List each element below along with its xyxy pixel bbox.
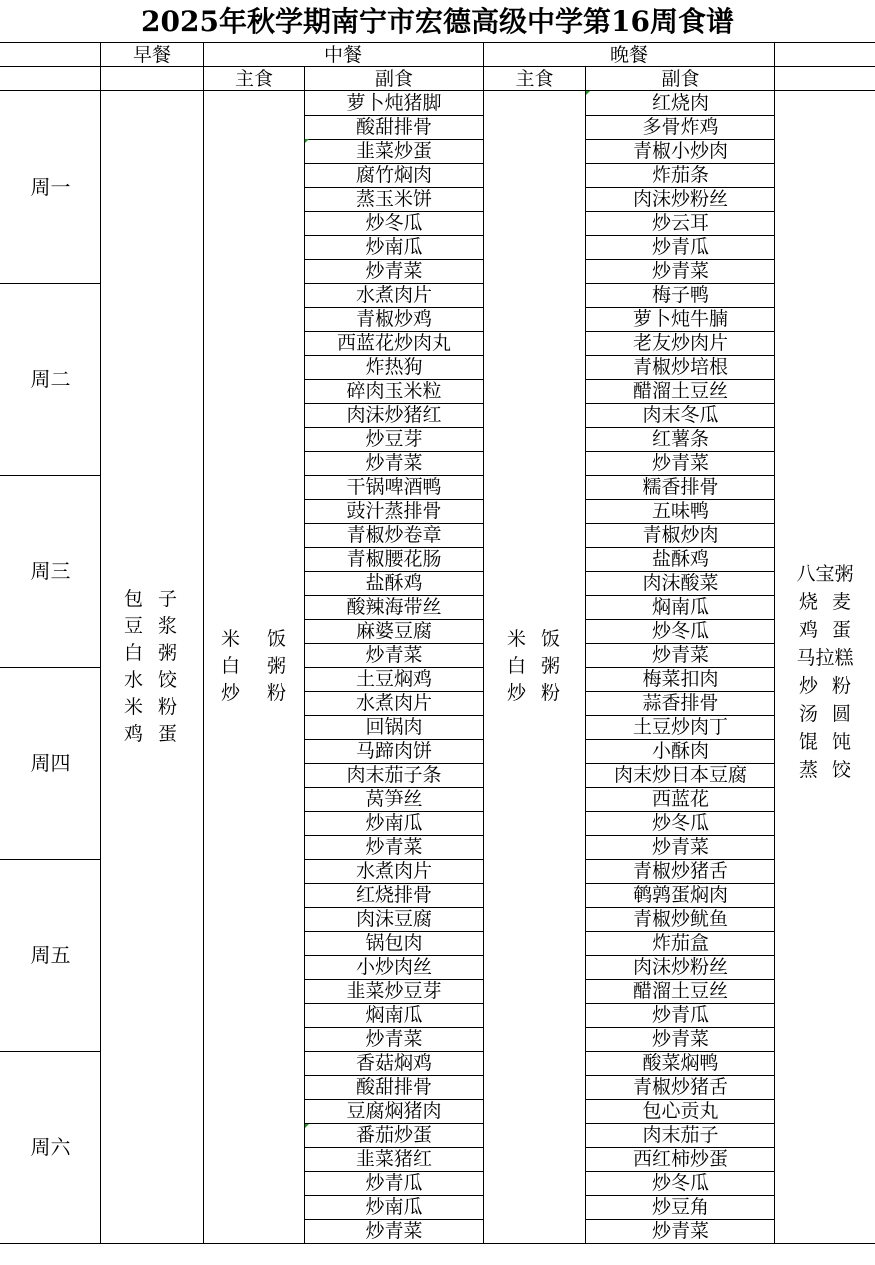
lunch-side-dish: 炸热狗	[365, 356, 423, 378]
lunch-side-dish: 马蹄肉饼	[355, 740, 432, 762]
breakfast-item-char: 包	[124, 588, 144, 610]
dinner-side-dish: 小酥肉	[651, 740, 709, 762]
dinner-side-dish: 红薯条	[651, 428, 709, 450]
lunch-side-dish: 炒豆芽	[365, 428, 423, 450]
dinner-side-dish: 鹌鹑蛋焖肉	[632, 884, 728, 906]
dinner-side-dish: 炒云耳	[651, 212, 709, 234]
grid-line	[304, 1147, 484, 1148]
grid-line	[304, 187, 484, 188]
lunch-side-dish: 酸甜排骨	[355, 116, 432, 138]
grid-line	[585, 739, 775, 740]
grid-line	[585, 475, 775, 476]
grid-line	[304, 66, 305, 1243]
grid-line	[585, 883, 775, 884]
grid-line	[585, 115, 775, 116]
dinner-side-dish: 青椒小炒肉	[632, 140, 728, 162]
grid-line	[304, 715, 484, 716]
lunch-side-dish: 青椒腰花肠	[346, 548, 442, 570]
grid-line	[585, 955, 775, 956]
lunch-side-dish: 炒南瓜	[365, 1196, 423, 1218]
grid-line	[585, 1003, 775, 1004]
lunch-side-dish: 炒青菜	[365, 836, 423, 858]
grid-line	[304, 1195, 484, 1196]
grid-line	[304, 1171, 484, 1172]
dinner-side-dish: 炒冬瓜	[651, 812, 709, 834]
dinner-side-dish: 蒜香排骨	[642, 692, 719, 714]
lunch-side-dish: 水煮肉片	[355, 860, 432, 882]
dinner-side-dish: 肉沫炒粉丝	[632, 956, 728, 978]
dinner-side-dish: 炒青菜	[651, 452, 709, 474]
grid-line	[585, 1027, 775, 1028]
grid-line	[0, 667, 100, 668]
grid-line	[585, 451, 775, 452]
dinner-side-dish: 梅菜扣肉	[642, 668, 719, 690]
grid-line	[304, 1075, 484, 1076]
grid-line	[304, 211, 484, 212]
grid-line	[0, 475, 100, 476]
grid-line	[304, 139, 484, 140]
night-snack-item: 炒粉	[798, 675, 865, 697]
dinner-staple-char: 白	[507, 655, 527, 677]
grid-line	[585, 835, 775, 836]
grid-line	[585, 427, 775, 428]
dinner-side-dish: 焖南瓜	[651, 596, 709, 618]
day-label: 周六	[30, 1135, 71, 1159]
cell-comment-marker	[305, 139, 309, 143]
grid-line	[585, 379, 775, 380]
grid-line	[585, 595, 775, 596]
grid-line	[304, 259, 484, 260]
lunch-side-dish: 炒冬瓜	[365, 212, 423, 234]
grid-line	[585, 763, 775, 764]
lunch-side-dish: 水煮肉片	[355, 284, 432, 306]
grid-line	[0, 859, 100, 860]
dinner-side-dish: 青椒炒培根	[632, 356, 728, 378]
grid-line	[304, 451, 484, 452]
grid-line	[203, 42, 204, 1243]
lunch-side-dish: 韭菜炒豆芽	[346, 980, 442, 1002]
dinner-side-dish: 肉沫炒粉丝	[632, 188, 728, 210]
dinner-side-dish: 糯香排骨	[642, 476, 719, 498]
dinner-side-dish: 肉末冬瓜	[642, 404, 719, 426]
grid-line	[0, 1051, 100, 1052]
dinner-side-dish: 炒青菜	[651, 1028, 709, 1050]
dinner-side-dish: 炒冬瓜	[651, 620, 709, 642]
header-dinner-side: 副食	[661, 68, 700, 90]
dinner-side-dish: 五味鸭	[651, 500, 709, 522]
dinner-side-dish: 炒青菜	[651, 260, 709, 282]
dinner-staple-char: 饭	[541, 628, 561, 650]
lunch-side-dish: 酸甜排骨	[355, 1076, 432, 1098]
dinner-side-dish: 肉末炒日本豆腐	[613, 764, 747, 786]
night-snack-item: 汤圆	[798, 703, 865, 725]
lunch-side-dish: 香菇焖鸡	[355, 1052, 432, 1074]
dinner-side-dish: 西蓝花	[651, 788, 709, 810]
grid-line	[100, 42, 101, 1243]
grid-line	[304, 475, 484, 476]
grid-line	[304, 643, 484, 644]
dinner-staple-char: 粥	[541, 655, 561, 677]
grid-line	[585, 283, 775, 284]
grid-line	[585, 499, 775, 500]
header-dinner: 晚餐	[609, 44, 648, 66]
grid-line	[304, 283, 484, 284]
grid-line	[585, 979, 775, 980]
grid-line	[0, 90, 875, 91]
grid-line	[585, 1195, 775, 1196]
lunch-side-dish: 红烧排骨	[355, 884, 432, 906]
grid-line	[585, 715, 775, 716]
dinner-side-dish: 老友炒肉片	[632, 332, 728, 354]
dinner-side-dish: 醋溜土豆丝	[632, 380, 728, 402]
grid-line	[585, 859, 775, 860]
breakfast-item-char: 子	[158, 588, 178, 610]
breakfast-item-char: 豆	[124, 615, 144, 637]
lunch-side-dish: 韭菜猪红	[355, 1148, 432, 1170]
grid-line	[304, 667, 484, 668]
grid-line	[585, 139, 775, 140]
lunch-side-dish: 豉汁蒸排骨	[346, 500, 442, 522]
grid-line	[585, 163, 775, 164]
lunch-side-dish: 莴笋丝	[365, 788, 423, 810]
dinner-side-dish: 醋溜土豆丝	[632, 980, 728, 1002]
grid-line	[585, 331, 775, 332]
grid-line	[304, 619, 484, 620]
dinner-side-dish: 萝卜炖牛腩	[632, 308, 728, 330]
grid-line	[304, 787, 484, 788]
grid-line	[304, 835, 484, 836]
dinner-staple-char: 米	[507, 628, 527, 650]
dinner-side-dish: 炸茄条	[651, 164, 709, 186]
grid-line	[304, 1003, 484, 1004]
breakfast-item-char: 水	[124, 669, 144, 691]
header-lunch-staple: 主食	[234, 68, 273, 90]
lunch-staple-char: 饭	[267, 628, 287, 650]
grid-line	[585, 355, 775, 356]
dinner-staple-char: 粉	[541, 682, 561, 704]
breakfast-item-char: 白	[124, 642, 144, 664]
grid-line	[585, 259, 775, 260]
lunch-side-dish: 肉末茄子条	[346, 764, 442, 786]
header-breakfast: 早餐	[132, 44, 171, 66]
grid-line	[0, 66, 875, 67]
dinner-side-dish: 炸茄盒	[651, 932, 709, 954]
grid-line	[304, 163, 484, 164]
dinner-side-dish: 酸菜焖鸭	[642, 1052, 719, 1074]
dinner-side-dish: 炒青菜	[651, 1220, 709, 1242]
grid-line	[304, 763, 484, 764]
dinner-side-dish: 盐酥鸡	[651, 548, 709, 570]
lunch-side-dish: 炒青菜	[365, 1028, 423, 1050]
lunch-side-dish: 炒青菜	[365, 644, 423, 666]
dinner-side-dish: 青椒炒鱿鱼	[632, 908, 728, 930]
grid-line	[304, 907, 484, 908]
dinner-side-dish: 土豆炒肉丁	[632, 716, 728, 738]
dinner-side-dish: 炒青瓜	[651, 236, 709, 258]
lunch-side-dish: 碎肉玉米粒	[346, 380, 442, 402]
grid-line	[304, 523, 484, 524]
lunch-side-dish: 干锅啤酒鸭	[346, 476, 442, 498]
night-snack-item: 鸡蛋	[798, 619, 865, 641]
grid-line	[304, 1099, 484, 1100]
lunch-side-dish: 炒青菜	[365, 1220, 423, 1242]
grid-line	[585, 787, 775, 788]
lunch-staple-char: 炒	[221, 682, 241, 704]
cell-comment-marker	[586, 91, 590, 95]
grid-line	[585, 403, 775, 404]
grid-line	[304, 379, 484, 380]
day-label: 周一	[30, 175, 71, 199]
header-lunch-side: 副食	[374, 68, 413, 90]
dinner-staple-char: 炒	[507, 682, 527, 704]
breakfast-item-char: 粥	[158, 642, 178, 664]
lunch-side-dish: 腐竹焖肉	[355, 164, 432, 186]
grid-line	[585, 523, 775, 524]
grid-line	[585, 1147, 775, 1148]
dinner-side-dish: 青椒炒猪舌	[632, 1076, 728, 1098]
lunch-side-dish: 麻婆豆腐	[355, 620, 432, 642]
grid-line	[304, 307, 484, 308]
dinner-side-dish: 肉沫酸菜	[642, 572, 719, 594]
lunch-side-dish: 土豆焖鸡	[355, 668, 432, 690]
night-snack-item: 马拉糕	[796, 647, 854, 669]
dinner-side-dish: 炒豆角	[651, 1196, 709, 1218]
lunch-side-dish: 盐酥鸡	[365, 572, 423, 594]
lunch-side-dish: 肉沫豆腐	[355, 908, 432, 930]
grid-line	[585, 691, 775, 692]
grid-line	[585, 811, 775, 812]
grid-line	[585, 1099, 775, 1100]
grid-line	[585, 1171, 775, 1172]
breakfast-item-char: 粉	[158, 696, 178, 718]
grid-line	[585, 547, 775, 548]
dinner-side-dish: 炒青菜	[651, 644, 709, 666]
day-label: 周二	[30, 367, 71, 391]
dinner-side-dish: 包心贡丸	[642, 1100, 719, 1122]
breakfast-item-char: 米	[124, 696, 144, 718]
grid-line	[0, 42, 875, 43]
grid-line	[304, 1051, 484, 1052]
grid-line	[585, 667, 775, 668]
day-label: 周五	[30, 943, 71, 967]
lunch-side-dish: 酸辣海带丝	[346, 596, 442, 618]
grid-line	[585, 931, 775, 932]
grid-line	[304, 499, 484, 500]
night-snack-item: 蒸饺	[798, 759, 865, 781]
lunch-side-dish: 萝卜炖猪脚	[346, 92, 442, 114]
night-snack-item: 烧麦	[798, 591, 865, 613]
grid-line	[585, 619, 775, 620]
day-label: 周四	[30, 751, 71, 775]
dinner-side-dish: 梅子鸭	[651, 284, 709, 306]
dinner-side-dish: 多骨炸鸡	[642, 116, 719, 138]
dinner-side-dish: 炒冬瓜	[651, 1172, 709, 1194]
lunch-side-dish: 小炒肉丝	[355, 956, 432, 978]
day-label: 周三	[30, 559, 71, 583]
grid-line	[585, 235, 775, 236]
grid-line	[304, 931, 484, 932]
grid-line	[0, 283, 100, 284]
grid-line	[585, 1123, 775, 1124]
night-snack-item: 馄饨	[798, 731, 865, 753]
grid-line	[585, 1051, 775, 1052]
grid-line	[585, 307, 775, 308]
dinner-side-dish: 炒青菜	[651, 836, 709, 858]
dinner-side-dish: 西红柿炒蛋	[632, 1148, 728, 1170]
grid-line	[585, 643, 775, 644]
dinner-side-dish: 肉末茄子	[642, 1124, 719, 1146]
lunch-side-dish: 豆腐焖猪肉	[346, 1100, 442, 1122]
grid-line	[304, 739, 484, 740]
lunch-side-dish: 锅包肉	[365, 932, 423, 954]
grid-line	[585, 187, 775, 188]
lunch-side-dish: 焖南瓜	[365, 1004, 423, 1026]
grid-line	[304, 331, 484, 332]
grid-line	[585, 1075, 775, 1076]
grid-line	[585, 571, 775, 572]
lunch-side-dish: 水煮肉片	[355, 692, 432, 714]
breakfast-item-char: 鸡	[124, 723, 144, 745]
grid-line	[304, 547, 484, 548]
lunch-side-dish: 番茄炒蛋	[355, 1124, 432, 1146]
night-snack-item: 八宝粥	[796, 563, 854, 585]
lunch-staple-char: 米	[221, 628, 241, 650]
grid-line	[304, 859, 484, 860]
lunch-staple-char: 粥	[267, 655, 287, 677]
cell-comment-marker	[305, 1124, 309, 1128]
dinner-side-dish: 青椒炒猪舌	[632, 860, 728, 882]
grid-line	[304, 811, 484, 812]
breakfast-item-char: 浆	[158, 615, 178, 637]
lunch-side-dish: 西蓝花炒肉丸	[336, 332, 451, 354]
grid-line	[585, 66, 586, 1243]
grid-line	[304, 571, 484, 572]
lunch-side-dish: 韭菜炒蛋	[355, 140, 432, 162]
grid-line	[304, 691, 484, 692]
lunch-side-dish: 炒南瓜	[365, 236, 423, 258]
header-dinner-staple: 主食	[515, 68, 554, 90]
grid-line	[304, 1219, 484, 1220]
lunch-side-dish: 回锅肉	[365, 716, 423, 738]
grid-line	[304, 595, 484, 596]
dinner-side-dish: 红烧肉	[651, 92, 709, 114]
grid-line	[304, 955, 484, 956]
lunch-side-dish: 青椒炒鸡	[355, 308, 432, 330]
dinner-side-dish: 青椒炒肉	[642, 524, 719, 546]
grid-line	[304, 979, 484, 980]
grid-line	[304, 115, 484, 116]
grid-line	[304, 883, 484, 884]
grid-line	[585, 1219, 775, 1220]
lunch-staple-char: 粉	[267, 682, 287, 704]
grid-line	[585, 907, 775, 908]
lunch-staple-char: 白	[221, 655, 241, 677]
lunch-side-dish: 炒青瓜	[365, 1172, 423, 1194]
breakfast-item-char: 饺	[158, 669, 178, 691]
lunch-side-dish: 蒸玉米饼	[355, 188, 432, 210]
dinner-side-dish: 炒青瓜	[651, 1004, 709, 1026]
lunch-side-dish: 炒南瓜	[365, 812, 423, 834]
header-lunch: 中餐	[323, 44, 362, 66]
grid-line	[0, 1243, 875, 1244]
lunch-side-dish: 青椒炒卷章	[346, 524, 442, 546]
breakfast-item-char: 蛋	[158, 723, 178, 745]
grid-line	[304, 235, 484, 236]
grid-line	[304, 355, 484, 356]
lunch-side-dish: 炒青菜	[365, 260, 423, 282]
grid-line	[304, 427, 484, 428]
page-title: 2025年秋学期南宁市宏德高级中学第16周食谱	[141, 5, 734, 38]
lunch-side-dish: 炒青菜	[365, 452, 423, 474]
grid-line	[304, 1123, 484, 1124]
lunch-side-dish: 肉沫炒猪红	[346, 404, 442, 426]
grid-line	[304, 1027, 484, 1028]
grid-line	[585, 211, 775, 212]
grid-line	[304, 403, 484, 404]
